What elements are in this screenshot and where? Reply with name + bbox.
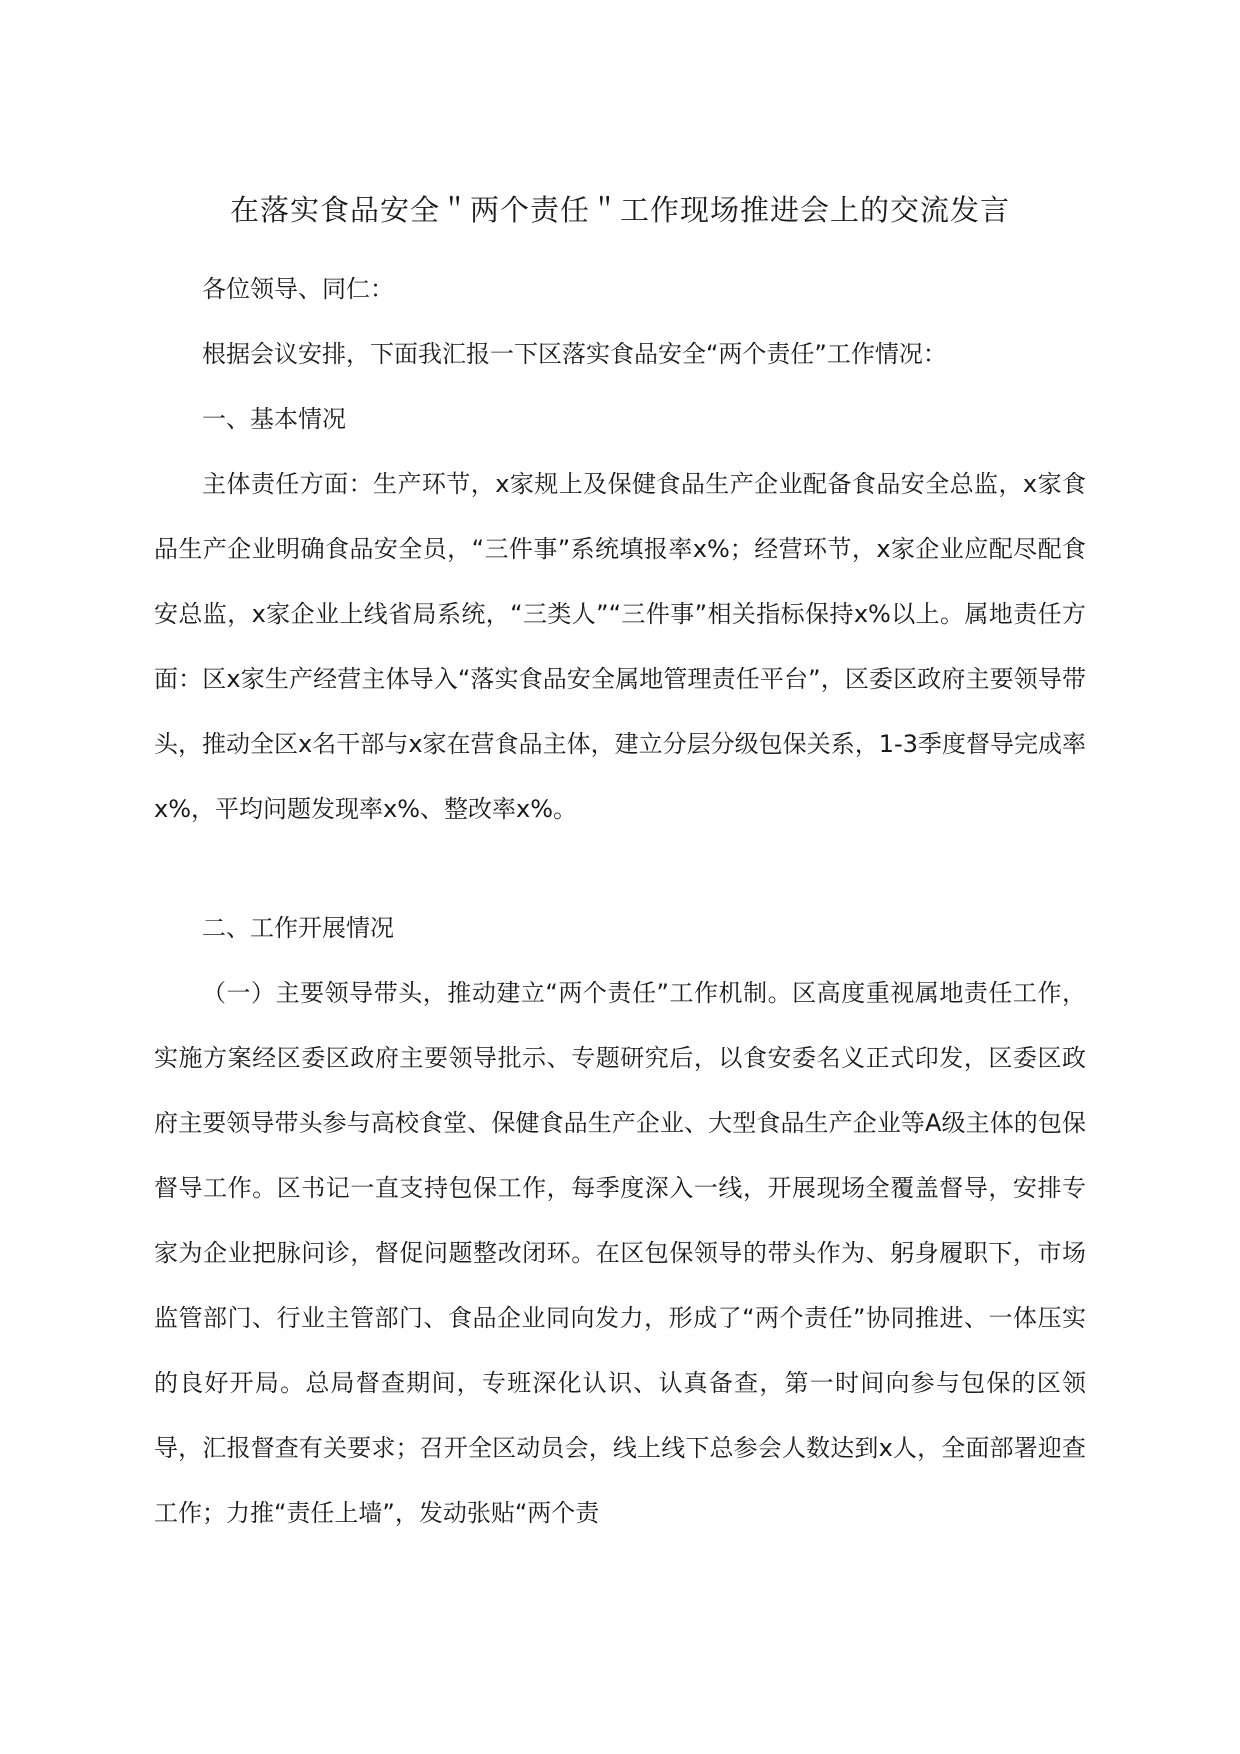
document-title: 在落实食品安全＂两个责任＂工作现场推进会上的交流发言	[229, 193, 1010, 227]
work-paragraph-1: （一）主要领导带头，推动建立“两个责任”工作机制。区高度重视属地责任工作，实施方案经区委区政府主要领导批示、专题研究后，以食安委名义正式印发，区委区政府主要领导带头参与高校食堂、保健食品生产企业、大型食品生产企业等A级主体的包保督导工作。区书记一直支持包保工作，每季度深入一线，开展现场全覆盖督导，安排专家为企业把脉问诊，督促问题整改闭环。在区包保领导的带头作为、躬身履职下，市场监管部门、行业主管部门、食品企业同向发力，形成了“两个责任”协同推进、一体压实的良好开局。总局督查期间，专班深化认识、认真备查，第一时间向参与包保的区领导，汇报督查有关要求；召开全区动员会，线上线下总参会人数达到x人，全面部署迎查工作；力推“责任上墙”，发动张贴“两个责	[154, 979, 1086, 1527]
section-heading-work: 二、工作开展情况	[202, 914, 394, 942]
intro-paragraph: 根据会议安排，下面我汇报一下区落实食品安全“两个责任”工作情况：	[202, 340, 947, 368]
document-body-part-2	[154, 896, 1086, 1546]
salutation: 各位领导、同仁：	[202, 275, 394, 303]
basic-situation-paragraph: 主体责任方面：生产环节，x家规上及保健食品生产企业配备食品安全总监，x家食品生产企业明确食品安全员，“三件事”系统填报率x%；经营环节，x家企业应配尽配食安总监，x家企业上线省局系统，“三类人”“三件事”相关指标保持x%以上。属地责任方面：区x家生产经营主体导入“落实食品安全属地管理责任平台”，区委区政府主要领导带头，推动全区x名干部与x家在营食品主体，建立分层分级包保关系，1-3季度督导完成率x%，平均问题发现率x%、整改率x%。	[154, 470, 1086, 823]
document-body-part-1	[154, 257, 1086, 842]
section-heading-basic: 一、基本情况	[202, 405, 346, 433]
